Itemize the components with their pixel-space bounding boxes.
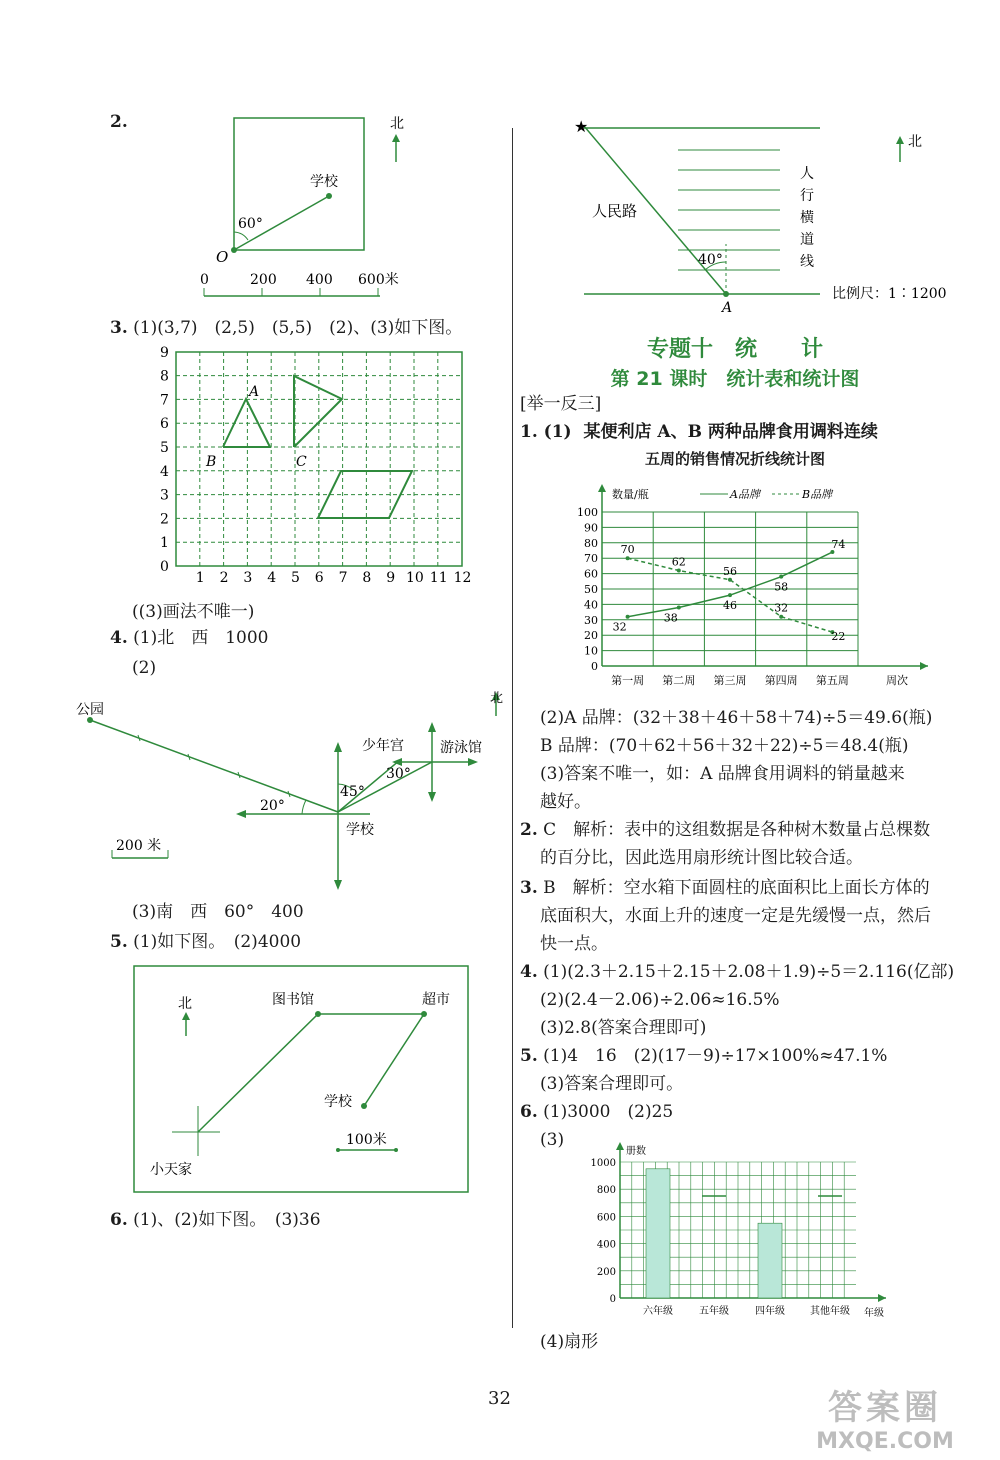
youth-palace-label: 少年宫 [362,738,404,754]
x-tick: 10 [406,570,424,586]
y-tick: 8 [160,368,169,385]
y-tick: 1 [160,535,169,552]
x-tick: 12 [453,570,472,586]
q1-line [520,424,878,441]
origin-point [231,247,237,253]
q1-part: (1) [543,422,572,442]
y-axis-arrow [598,484,606,492]
y-tick: 2 [160,511,169,528]
scale-0: 0 [200,272,209,288]
data-label: 70 [620,543,635,557]
q6-line [110,1212,321,1229]
y-axis-title: 数量/瓶 [612,488,649,501]
q1-number: 1. [520,422,538,442]
point-C: C [296,454,307,470]
svg-text:横: 横 [800,210,814,226]
school-label: 学校 [324,1094,352,1110]
q4r-line2: (2)(2.4－2.06)÷2.06≈16.5% [540,990,780,1010]
angle-45: 45° [340,784,365,800]
q3-number: 3. [110,318,128,338]
y-tick-label: 90 [584,521,598,535]
q2r-text-1: C 解析：表中的这组数据是各种树木数量占总棵数 [543,820,931,840]
home-label: 小天家 [150,1162,192,1178]
chart1-title-line2: 五周的销售情况折线统计图 [644,450,825,468]
y-tick-label: 800 [596,1185,616,1197]
data-point [626,615,630,619]
x-tick: 8 [362,570,372,586]
watermark-url: MXQE.COM [816,1429,954,1454]
y-tick-label: 200 [596,1266,616,1278]
scale-600: 600米 [358,272,399,288]
q1-a3-line1: (3)答案不唯一，如：A 品牌食用调料的销量越来 [540,764,905,784]
north-label: 北 [178,996,192,1012]
q6-answer: (1)、(2)如下图。 (3)36 [133,1210,321,1230]
watermark-text: 答案圈 [828,1388,942,1428]
x-tick-label: 第五周 [815,674,849,687]
pool-label: 游泳馆 [440,740,482,756]
legend-a-label: A品牌 [730,488,760,501]
x-tick-label: 四年级 [755,1306,785,1317]
x-axis-title: 年级 [864,1308,884,1319]
angle-20: 20° [260,798,285,814]
coordinate-grid-figure [150,344,490,590]
column-divider [512,128,513,1328]
north-label: 北 [390,116,404,132]
x-tick-label: 五年级 [699,1306,729,1317]
y-tick: 0 [160,559,169,575]
data-label: 22 [831,630,846,644]
y-tick-label: 0 [591,660,598,673]
x-tick: 11 [429,570,448,586]
school-label: 学校 [310,174,338,190]
data-label: 32 [774,601,789,615]
data-label: 62 [671,555,686,569]
grid-lines [176,352,462,566]
section-label: [举一反三] [520,394,602,414]
y-axis-title: 册数 [626,1146,646,1157]
x-axis-arrow [920,662,928,670]
q1-a2-line1: (2)A 品牌：(32＋38＋46＋58＋74)÷5＝49.6(瓶) [540,708,933,728]
x-tick: 3 [243,570,253,586]
y-tick-label: 100 [577,506,598,519]
y-tick: 3 [160,487,169,504]
y-tick-label: 70 [584,552,598,566]
library-market-map [132,964,472,1196]
y-tick-label: 50 [584,583,598,596]
x-tick-label: 第三周 [713,674,747,687]
q4r-line3: (3)2.8(答案合理即可) [540,1018,707,1038]
q2r-line1 [520,822,930,839]
chart1-title-line1: 某便利店 A、B 两种品牌食用调料连续 [583,422,878,442]
y-tick: 6 [160,416,169,433]
x-tick: 5 [291,570,300,586]
y-tick-label: 30 [584,613,598,627]
y-tick-label: 600 [596,1212,616,1224]
y-tick: 4 [160,463,169,480]
school-direction-figure [190,112,430,302]
q3r-line1 [520,880,930,897]
market-label: 超市 [422,992,450,1008]
y-tick-label: 10 [584,644,598,658]
q4-line1 [110,630,269,647]
data-point [626,556,630,560]
crossing-stripes [678,150,780,270]
page-number: 32 [488,1388,511,1409]
q6r-line1 [520,1104,673,1121]
north-label: 北 [908,134,922,150]
q5-answer: (1)如下图。 (2)4000 [133,932,302,952]
q6-number: 6. [110,1210,128,1230]
triangle-2 [294,376,342,447]
svg-text:行: 行 [800,188,814,204]
data-label: 74 [831,538,846,552]
q5r-text-1: (1)4 16 (2)(17－9)÷17×100%≈47.1% [543,1046,888,1066]
q6r-line3: (4)扇形 [540,1332,599,1352]
y-tick-label: 40 [584,598,598,612]
route [198,1014,424,1132]
y-tick-label: 400 [596,1239,616,1251]
x-tick: 2 [219,570,229,586]
school-point [326,193,332,199]
q2-number: 2. [110,112,128,132]
data-label: 38 [663,611,678,625]
bar [758,1223,782,1298]
q1-a2-line2: B 品牌：(70＋62＋56＋32＋22)÷5＝48.4(瓶) [540,736,909,756]
topic-title: 专题十 统 计 [646,337,823,362]
y-axis-arrow [616,1142,624,1150]
north-arrow-head [392,134,400,142]
crossing-label [800,166,814,270]
x-tick: 9 [386,570,396,586]
park-route [90,720,338,812]
star-icon: ★ [574,117,589,136]
q5r-line1 [520,1048,887,1065]
y-tick-label: 60 [584,567,598,581]
x-tick-label: 第一周 [611,674,645,687]
svg-text:道: 道 [800,232,814,248]
data-point [728,578,732,582]
library-label: 图书馆 [272,992,314,1008]
q4-number: 4. [110,628,128,648]
bar-chart [580,1138,900,1322]
y-tick-label: 80 [584,536,598,550]
x-tick-label: 其他年级 [810,1306,850,1317]
q5-line [110,934,301,951]
x-axis-title: 周次 [886,674,908,687]
x-tick-label: 第二周 [662,674,696,687]
data-label: 46 [723,599,737,613]
q3r-number: 3. [520,878,538,898]
svg-text:人: 人 [800,166,814,182]
y-tick: 7 [160,392,169,409]
park-school-map [70,686,510,890]
q4r-line1 [520,964,954,981]
bar [646,1169,670,1298]
watermark [790,1380,980,1454]
data-point [677,569,681,573]
q3-note: ((3)画法不唯一) [132,602,255,622]
lesson-title: 第 21 课时 统计表和统计图 [610,368,860,390]
y-tick: 9 [160,344,169,361]
data-point [677,605,681,609]
origin-label: O [216,248,229,266]
data-point [728,593,732,597]
crossing-map [570,112,960,312]
road-label: 人民路 [592,202,638,220]
scale-200: 200 [250,272,277,288]
q4-answer-1: (1)北 西 1000 [133,628,269,648]
scale-label: 200 米 [116,838,162,854]
park-label: 公园 [76,702,104,718]
q3r-text-1: B 解析：空水箱下面圆柱的底面积比上面长方体的 [543,878,930,898]
q3r-line3: 快一点。 [540,934,608,954]
y-tick-label: 20 [584,629,598,643]
q2r-line2: 的百分比，因此选用扇形统计图比较合适。 [540,848,863,868]
north-label: 北 [490,691,504,706]
q3r-line2: 底面积大，水面上升的速度一定是先缓慢一点，然后 [540,906,931,926]
point-B: B [206,454,217,470]
q5r-number: 5. [520,1046,538,1066]
point-A: A [722,300,733,312]
y-tick: 5 [160,440,169,456]
x-tick: 7 [338,570,348,586]
q3-line [110,320,462,337]
q6r-number: 6. [520,1102,538,1122]
data-label: 32 [612,620,627,634]
q6r-line2: (3) [540,1130,565,1150]
scale-label: 100米 [346,1132,387,1148]
q5-number: 5. [110,932,128,952]
data-label: 56 [723,564,737,578]
data-point [779,575,783,579]
q1-a3-line2: 越好。 [540,792,591,812]
point-A: A [249,384,260,400]
q3-answer: (1)(3,7) (2,5) (5,5) (2)、(3)如下图。 [133,318,463,338]
x-tick-label: 第四周 [764,674,798,687]
x-tick: 1 [195,570,205,586]
angle-label: 40° [698,252,723,268]
data-point [779,615,783,619]
q4r-text-1: (1)(2.3＋2.15＋2.15＋2.08＋1.9)÷5＝2.116(亿部) [543,962,955,982]
school-label: 学校 [346,822,374,838]
x-tick: 6 [314,570,324,586]
angle-30: 30° [386,766,411,782]
angle-label: 60° [238,216,263,232]
y-tick-label: 1000 [590,1158,616,1169]
q6r-text-1: (1)3000 (2)25 [543,1102,674,1122]
q4r-number: 4. [520,962,538,982]
data-label: 58 [774,580,789,594]
q2r-number: 2. [520,820,538,840]
angle-arc [234,232,248,240]
x-axis-arrow [878,1294,886,1302]
x-tick-label: 六年级 [643,1306,673,1317]
scale-400: 400 [306,272,333,288]
y-tick-label: 0 [609,1294,616,1305]
scale-label: 比例尺：1∶1200 [832,286,947,302]
x-tick: 4 [267,570,277,586]
q4-line3: (3)南 西 60° 400 [132,902,304,922]
legend-b-label: B品牌 [802,488,833,501]
line-chart [560,476,950,694]
q5r-line2: (3)答案合理即可。 [540,1074,684,1094]
q4-line2: (2) [132,658,157,678]
svg-text:线: 线 [800,254,814,270]
